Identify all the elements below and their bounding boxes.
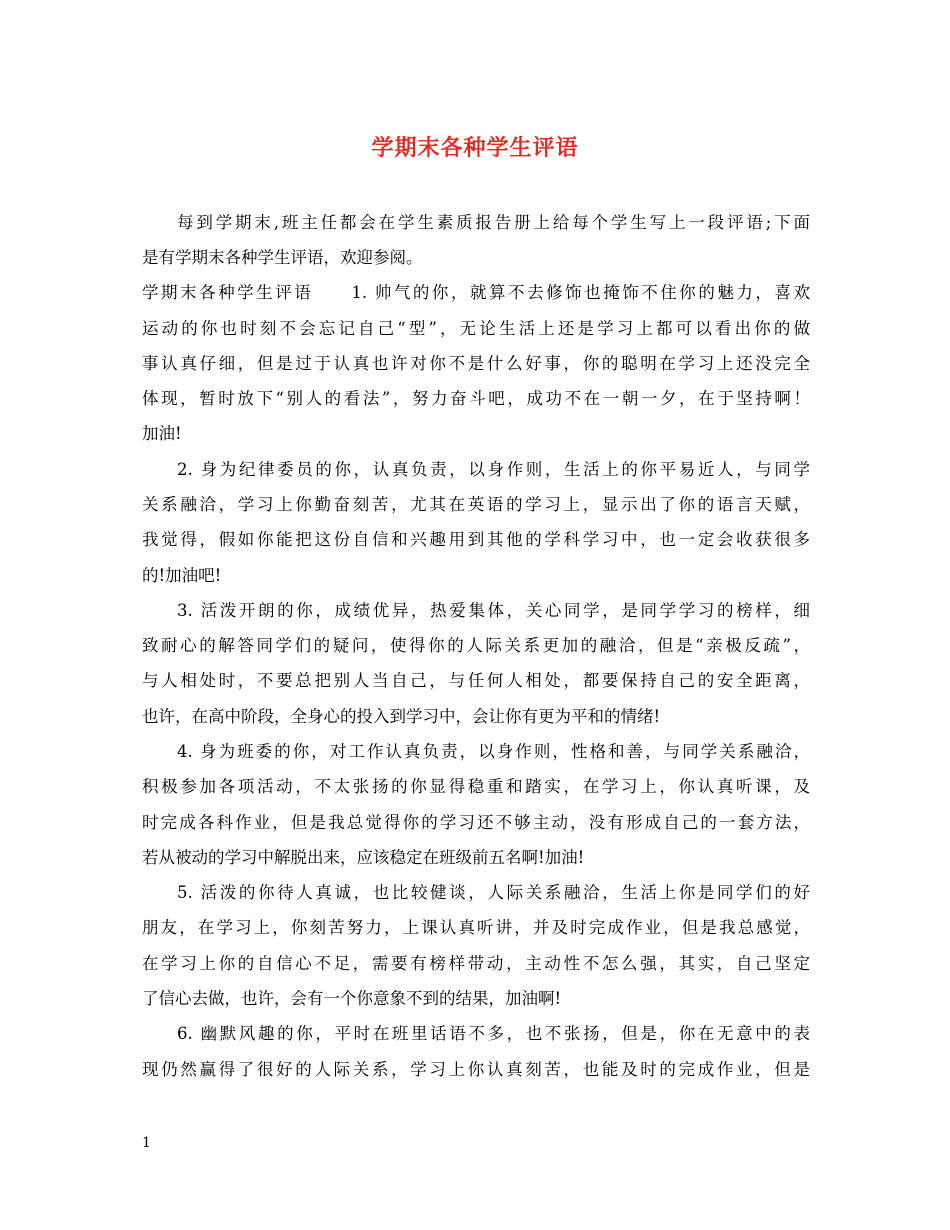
- paragraph-line: 6. 幽默风趣的你，平时在班里话语不多，也不张扬，但是，你在无意中的表: [177, 1024, 810, 1043]
- paragraph-line: 事认真仔细，但是过于认真也许对你不是什么好事，你的聪明在学习上还没完全: [142, 354, 810, 373]
- paragraph-line: 是有学期末各种学生评语，欢迎参阅。: [142, 248, 423, 267]
- paragraph-line: 现仍然赢得了很好的人际关系，学习上你认真刻苦，也能及时的完成作业，但是: [142, 1060, 810, 1079]
- paragraph-line: 的!加油吧!: [142, 566, 222, 585]
- paragraph-line: 若从被动的学习中解脱出来，应该稳定在班级前五名啊!加油!: [142, 848, 585, 867]
- paragraph-line: 与人相处时，不要总把别人当自己，与任何人相处，都要保持自己的安全距离，: [142, 671, 810, 690]
- paragraph-line: 学期末各种学生评语 1. 帅气的你，就算不去修饰也掩饰不住你的魅力，喜欢: [142, 283, 810, 302]
- page-number: 1: [142, 1135, 151, 1151]
- paragraph-line: 朋友，在学习上，你刻苦努力，上课认真听讲，并及时完成作业，但是我总感觉，: [142, 918, 810, 937]
- paragraph-line: 2. 身为纪律委员的你，认真负责，以身作则，生活上的你平易近人，与同学: [177, 460, 810, 479]
- paragraph-line: 我觉得，假如你能把这份自信和兴趣用到其他的学科学习中，也一定会收获很多: [142, 530, 810, 549]
- paragraph-line: 致耐心的解答同学们的疑问，使得你的人际关系更加的融洽，但是“亲极反疏”，: [142, 636, 810, 655]
- paragraph-line: 积极参加各项活动，不太张扬的你显得稳重和踏实，在学习上，你认真听课，及: [142, 777, 810, 796]
- paragraph-line: 了信心去做，也许，会有一个你意象不到的结果，加油啊!: [142, 989, 562, 1008]
- paragraph-line: 时完成各科作业，但是我总觉得你的学习还不够主动，没有形成自己的一套方法，: [142, 813, 810, 832]
- paragraph-line: 加油!: [142, 424, 182, 443]
- paragraph-line: 4. 身为班委的你，对工作认真负责，以身作则，性格和善，与同学关系融洽，: [177, 742, 810, 761]
- document-title: 学期末各种学生评语: [371, 135, 579, 161]
- paragraph-line: 每到学期末,班主任都会在学生素质报告册上给每个学生写上一段评语;下面: [177, 213, 810, 232]
- paragraph-line: 关系融洽，学习上你勤奋刻苦，尤其在英语的学习上，显示出了你的语言天赋，: [142, 495, 810, 514]
- paragraph-line: 也许，在高中阶段，全身心的投入到学习中，会让你有更为平和的情绪!: [142, 707, 661, 726]
- paragraph-line: 3. 活泼开朗的你，成绩优异，热爱集体，关心同学，是同学学习的榜样，细: [177, 601, 810, 620]
- paragraph-line: 运动的你也时刻不会忘记自己“型”，无论生活上还是学习上都可以看出你的做: [142, 319, 810, 338]
- paragraph-line: 在学习上你的自信心不足，需要有榜样带动，主动性不怎么强，其实，自己坚定: [142, 954, 810, 973]
- paragraph-line: 5. 活泼的你待人真诚，也比较健谈，人际关系融洽，生活上你是同学们的好: [177, 883, 810, 902]
- paragraph-line: 体现，暂时放下“别人的看法”，努力奋斗吧，成功不在一朝一夕，在于坚持啊！: [142, 389, 810, 408]
